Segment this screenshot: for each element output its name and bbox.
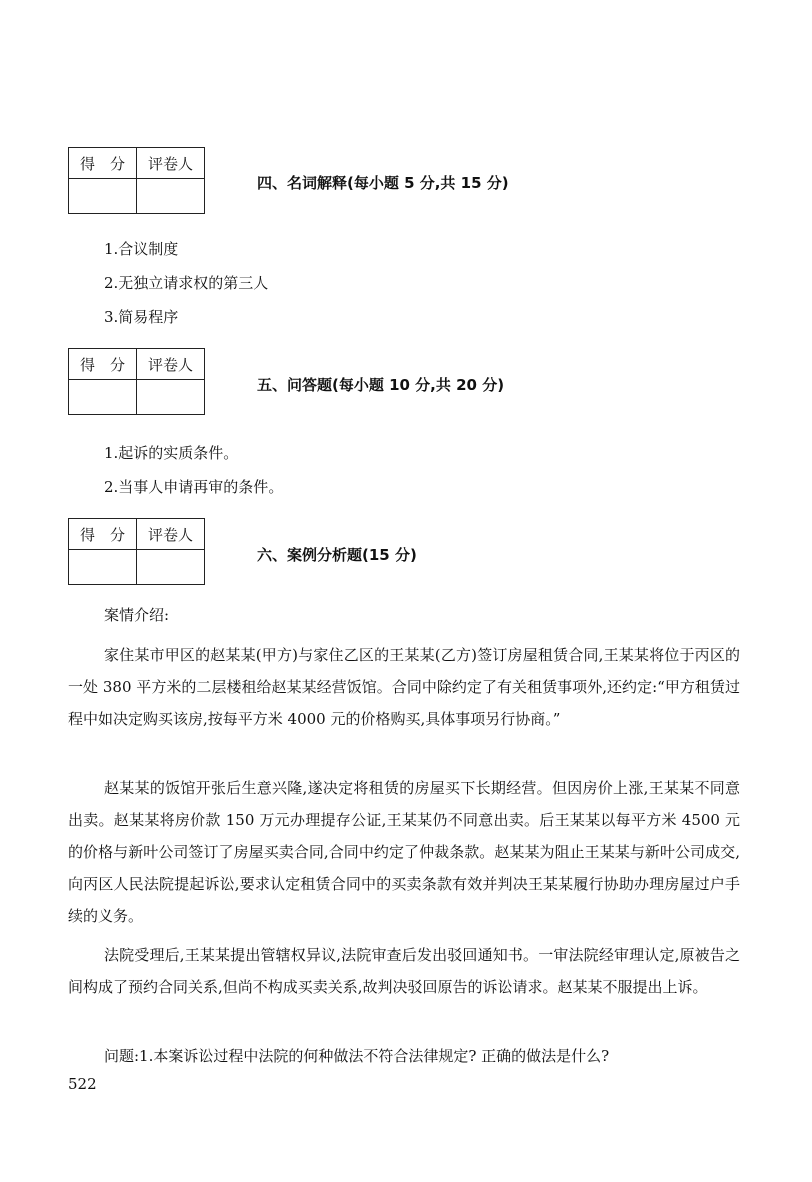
section4-title: 四、名词解释(每小题 5 分,共 15 分)	[257, 174, 509, 192]
case-paragraph-2: 赵某某的饭馆开张后生意兴隆,遂决定将租赁的房屋买下长期经营。但因房价上涨,王某某不同意出卖。赵某某将房价款 150 万元办理提存公证,王某某仍不同意出卖。后王某某以每平方米 4500 元的价格与新叶公司签订了房屋买卖合同,合同中约定了仲裁条款。赵某某为阻止王某某与新叶公司成交,向丙区人民法院提起诉讼,要求认定租赁合同中的买卖条款有效并判决王某某履行协助办理房屋过户手续的义务。	[68, 779, 740, 925]
case-intro-label: 案情介绍:	[104, 606, 170, 624]
score-label: 得 分	[69, 148, 137, 179]
grader-cell	[137, 179, 205, 214]
case-paragraph-3: 法院受理后,王某某提出管辖权异议,法院审查后发出驳回通知书。一审法院经审理认定,原被告之间构成了预约合同关系,但尚不构成买卖关系,故判决驳回原告的诉讼请求。赵某某不服提出上诉。	[68, 946, 740, 996]
grader-label: 评卷人	[137, 148, 205, 179]
section5-item-2: 2.当事人申请再审的条件。	[104, 478, 284, 496]
score-box-section5	[68, 348, 205, 415]
grader-label: 评卷人	[137, 519, 205, 550]
score-box-section4	[68, 147, 205, 214]
section5-title: 五、问答题(每小题 10 分,共 20 分)	[257, 376, 505, 394]
grader-label: 评卷人	[137, 349, 205, 380]
grader-cell	[137, 550, 205, 585]
grader-cell	[137, 380, 205, 415]
score-cell	[69, 550, 137, 585]
case-question: 问题:1.本案诉讼过程中法院的何种做法不符合法律规定? 正确的做法是什么?	[104, 1047, 610, 1065]
section6-title: 六、案例分析题(15 分)	[257, 546, 417, 564]
score-box-section6	[68, 518, 205, 585]
score-label: 得 分	[69, 519, 137, 550]
section4-item-1: 1.合议制度	[104, 240, 179, 258]
score-label: 得 分	[69, 349, 137, 380]
score-cell	[69, 380, 137, 415]
section5-item-1: 1.起诉的实质条件。	[104, 444, 239, 462]
case-paragraph-1: 家住某市甲区的赵某某(甲方)与家住乙区的王某某(乙方)签订房屋租赁合同,王某某将位于丙区的一处 380 平方米的二层楼租给赵某某经营饭馆。合同中除约定了有关租赁事项外,还约定:“甲方租赁过程中如决定购买该房,按每平方米 4000 元的价格购买,具体事项另行协商。”	[68, 646, 740, 728]
score-cell	[69, 179, 137, 214]
section4-item-2: 2.无独立请求权的第三人	[104, 274, 269, 292]
page-number: 522	[68, 1075, 97, 1093]
section4-item-3: 3.简易程序	[104, 308, 179, 326]
